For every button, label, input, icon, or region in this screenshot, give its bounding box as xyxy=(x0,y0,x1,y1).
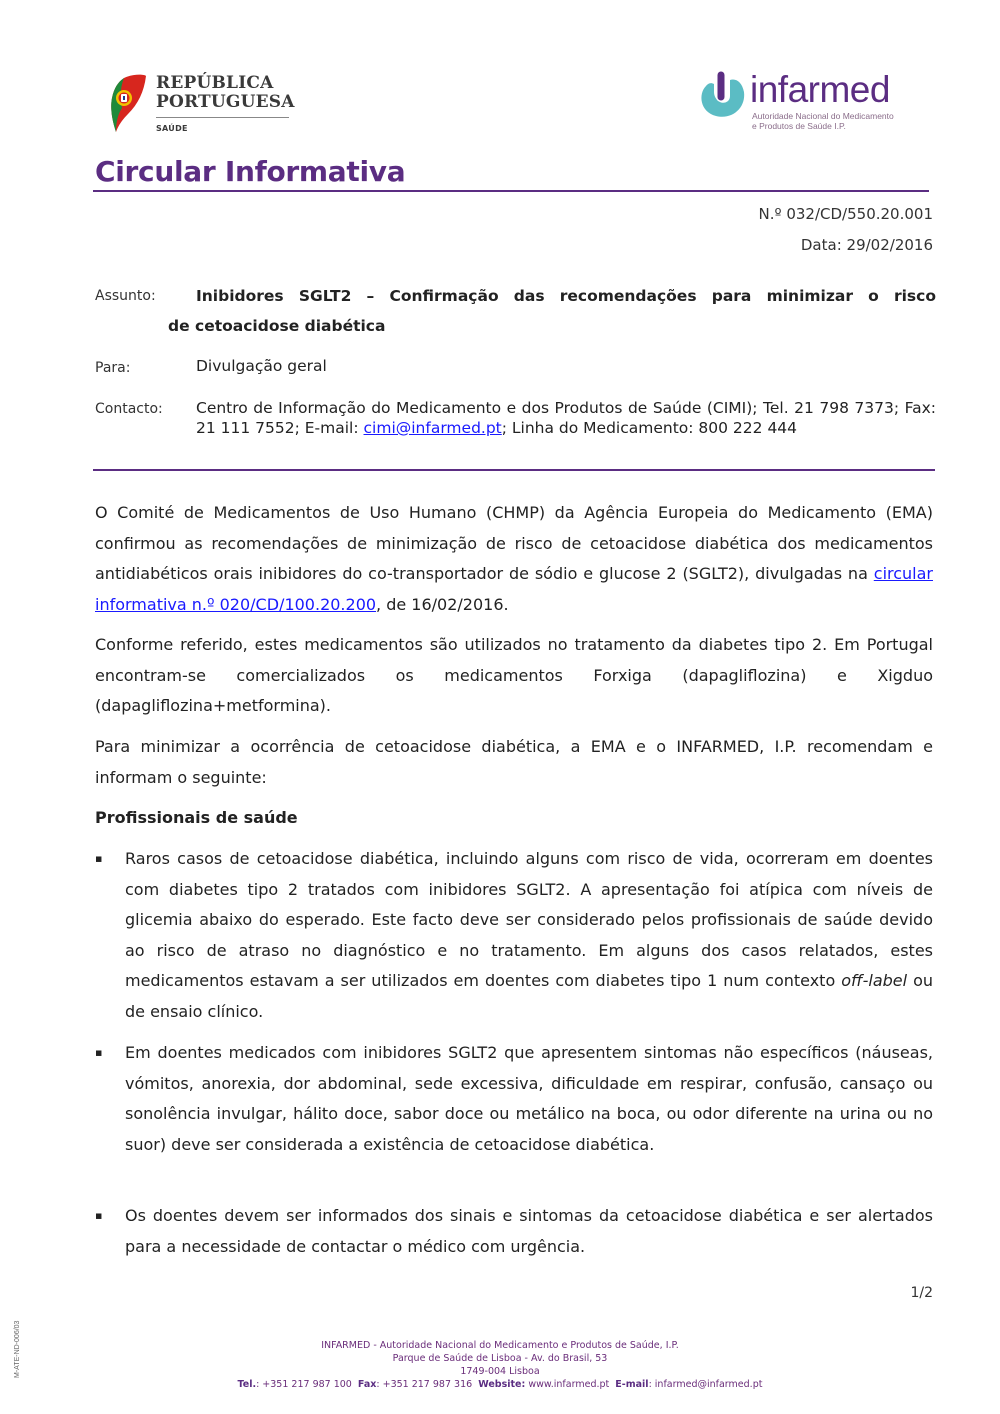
para-label: Para: xyxy=(95,360,131,376)
infarmed-logo xyxy=(696,68,906,140)
para-value: Divulgação geral xyxy=(196,357,327,375)
infarmed-subtitle-line2: e Produtos de Saúde I.P. xyxy=(752,121,846,131)
page-title: Circular Informativa xyxy=(95,155,406,188)
logo-divider xyxy=(156,117,289,118)
portugal-flag-emblem-icon xyxy=(110,74,146,132)
footer-postal: 1749-004 Lisboa xyxy=(460,1366,540,1377)
contacto-text-end: ; Linha do Medicamento: 800 222 444 xyxy=(501,419,798,437)
logo-sub-saude: SAÚDE xyxy=(156,124,188,133)
list-item xyxy=(95,844,933,1027)
paragraph-intro xyxy=(95,498,933,620)
circular-number: N.º 032/CD/550.20.001 xyxy=(758,205,933,223)
assunto-label: Assunto: xyxy=(95,288,156,304)
footer-email[interactable]: : infarmed@infarmed.pt xyxy=(648,1379,763,1390)
page-number: 1/2 xyxy=(910,1285,933,1301)
contacto-label: Contacto: xyxy=(95,401,163,417)
cimi-email-link[interactable]: cimi@infarmed.pt xyxy=(363,419,502,437)
paragraph-medicines: Conforme referido, estes medicamentos são utilizados no tratamento da diabetes tipo 2. Em Portugal encontram-se comercializados os medicamentos Forxiga (dapagliflozina) e Xigduo (dapagliflozina+metformina). xyxy=(95,635,933,715)
footer-website-label: Website: xyxy=(478,1379,526,1390)
footer xyxy=(0,1339,1000,1391)
assunto-value xyxy=(168,281,936,341)
bullet-icon: ▪ xyxy=(95,1046,103,1059)
footer-org: INFARMED - Autoridade Nacional do Medicamento e Produtos de Saúde, I.P. xyxy=(321,1340,679,1351)
bullet-icon: ▪ xyxy=(95,1209,103,1222)
bullet-icon: ▪ xyxy=(95,852,103,865)
logo-line-portuguesa: PORTUGUESA xyxy=(156,92,295,112)
assunto-line-2: de cetoacidose diabética xyxy=(168,317,386,335)
logo-line-republica: REPÚBLICA xyxy=(156,73,274,93)
bullet-text: Em doentes medicados com inibidores SGLT2 que apresentem sintomas não específicos (náuseas, vómitos, anorexia, dor abdominal, sede excessiva, dificuldade em respirar, confusão, cansaço ou sonolência invulgar, hálito doce, sabor doce ou metálico na boca, ou odor diferente na urina ou no suor) deve ser considerada a existência de cetoacidose diabética. xyxy=(125,1043,933,1154)
footer-fax: : +351 217 987 316 xyxy=(376,1379,473,1390)
infarmed-subtitle-line1: Autoridade Nacional do Medicamento xyxy=(752,111,894,121)
infarmed-wordmark: infarmed xyxy=(750,69,890,110)
intro-text-end: , de 16/02/2016. xyxy=(376,594,509,614)
footer-email-label: E-mail xyxy=(615,1379,649,1390)
section-heading-profissionais: Profissionais de saúde xyxy=(95,808,298,827)
footer-tel-label: Tel. xyxy=(237,1379,257,1390)
infarmed-power-icon xyxy=(696,68,748,120)
circular-date xyxy=(801,236,933,254)
title-divider xyxy=(93,190,929,192)
intro-text: O Comité de Medicamentos de Uso Humano (CHMP) da Agência Europeia do Medicamento (EMA) confirmou as recomendações de minimização de risco de cetoacidose diabética dos medicamentos antidiabéticos orais inibidores do co-transportador de sódio e glucose 2 (SGLT2), divulgadas na xyxy=(95,503,933,583)
date-label: Data: xyxy=(800,236,842,254)
contacto-text: Centro de Informação do Medicamento e dos Produtos de Saúde (CIMI); Tel. 21 798 7373; Fax: 21 111 7552; E-mail: xyxy=(196,399,936,437)
form-code: M-ATE-ND-006/03 xyxy=(14,1320,21,1378)
paragraph-recommendations: Para minimizar a ocorrência de cetoacidose diabética, a EMA e o INFARMED, I.P. recomendam e informam o seguinte: xyxy=(95,737,933,787)
contacto-value xyxy=(196,398,936,438)
footer-website[interactable]: www.infarmed.pt xyxy=(525,1379,610,1390)
bullet-text: Raros casos de cetoacidose diabética, incluindo alguns com risco de vida, ocorreram em doentes com diabetes tipo 2 tratados com inibidores SGLT2. A apresentação foi atípica com níveis de glicemia abaixo do esperado. Este facto deve ser considerado pelos profissionais de saúde devido ao risco de atraso no diagnóstico e no tratamento. Em alguns dos casos relatados, estes medicamentos estavam a ser utilizados em doentes com diabetes tipo 1 num contexto xyxy=(125,849,933,990)
footer-contacts xyxy=(0,1378,1000,1391)
footer-address: Parque de Saúde de Lisboa - Av. do Brasil, 53 xyxy=(392,1353,608,1364)
meta-divider xyxy=(93,469,935,471)
list-item xyxy=(95,1038,933,1160)
footer-tel: : +351 217 987 100 xyxy=(256,1379,352,1390)
date-value: 29/02/2016 xyxy=(846,236,933,254)
footer-fax-label: Fax xyxy=(357,1379,377,1390)
bullet-text-end: ou de ensaio clínico. xyxy=(125,971,934,1021)
bullet-italic-text: off-label xyxy=(841,971,908,990)
list-item xyxy=(95,1201,933,1262)
assunto-line-1: Inibidores SGLT2 – Confirmação das recomendações para minimizar o risco xyxy=(196,287,936,305)
circular-reference-link[interactable]: circular informativa n.º 020/CD/100.20.200 xyxy=(95,564,933,614)
bullet-text: Os doentes devem ser informados dos sinais e sintomas da cetoacidose diabética e ser alertados para a necessidade de contactar o médico com urgência. xyxy=(125,1206,933,1256)
republica-portuguesa-logo xyxy=(110,72,310,140)
